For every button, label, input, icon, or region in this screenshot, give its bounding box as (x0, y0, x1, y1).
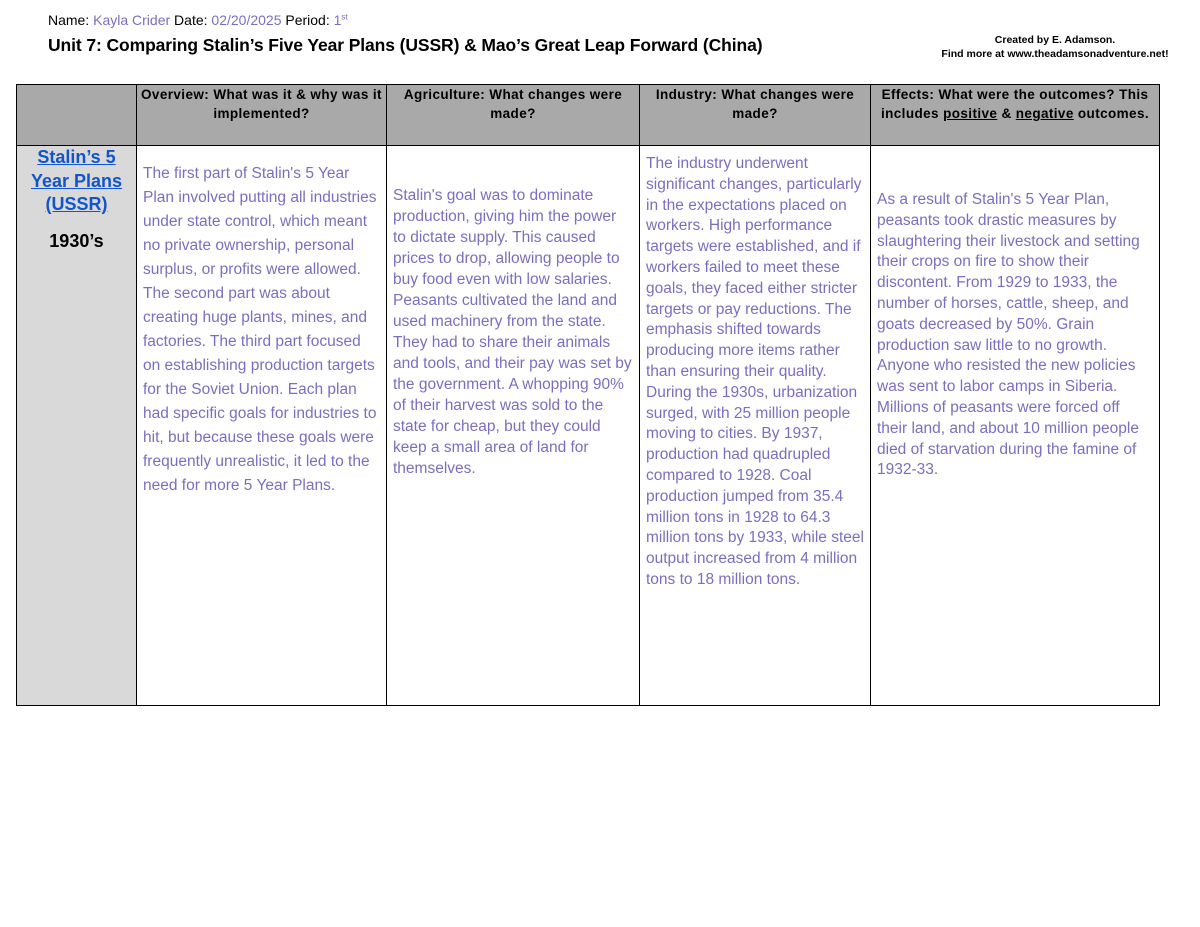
name-label: Name: (48, 12, 90, 28)
student-info-line (48, 11, 348, 29)
overview-column-header: Overview: What was it & why was it implemented? (137, 85, 387, 146)
comparison-table (16, 84, 1160, 706)
effects-cell[interactable] (871, 146, 1160, 706)
date-value[interactable]: 02/20/2025 (211, 12, 282, 28)
credit-website: Find more at www.theadamsonadventure.net! (941, 48, 1169, 60)
effects-amp: & (997, 106, 1016, 121)
date-label: Date: (174, 12, 208, 28)
agriculture-cell[interactable] (387, 146, 640, 706)
corner-header-cell (17, 85, 137, 146)
effects-header-end: outcomes. (1073, 106, 1150, 121)
effects-text: As a result of Stalin's 5 Year Plan, peasants took drastic measures by slaughtering their livestock and setting their crops on fire to show their discontent. From 1929 to 1933, the number of horses, cattle, sheep, and goats decreased by 50%. Grain production saw little to no growth. Anyone who resisted the new policies was sent to labor camps in Siberia. Millions of peasants were forced off their land, and about 10 million people died of starvation during the famine of 1932-33. (877, 191, 1140, 479)
overview-text: The first part of Stalin's 5 Year Plan involved putting all industries under state control, which meant no private ownership, personal surplus, or profits were allowed. The second part was about creating huge plants, mines, and factories. The third part focused on establishing production targets for the Soviet Union. Each plan had specific goals for industries to hit, but because these goals were frequently unrealistic, it led to the need for more 5 Year Plans. (143, 165, 377, 494)
effects-negative-word: negative (1015, 106, 1074, 121)
effects-header-text: Effects: What were the outcomes? This includes (880, 87, 1149, 121)
era-label: 1930’s (49, 230, 104, 251)
plan-title-link[interactable]: Stalin’s 5 Year Plans (USSR) (30, 147, 123, 214)
effects-column-header (871, 85, 1160, 146)
table-header-row (17, 85, 1160, 146)
effects-positive-word: positive (943, 106, 998, 121)
page-title: Unit 7: Comparing Stalin’s Five Year Plans (USSR) & Mao’s Great Leap Forward (China) (48, 35, 763, 55)
table-row (17, 146, 1160, 706)
industry-cell[interactable] (640, 146, 871, 706)
period-label: Period: (285, 12, 330, 28)
overview-cell[interactable] (137, 146, 387, 706)
period-number: 1 (333, 12, 342, 28)
name-value[interactable]: Kayla Crider (93, 12, 171, 28)
agriculture-text: Stalin's goal was to dominate production, giving him the power to dictate supply. This caused prices to drop, allowing people to buy food even with low salaries. Peasants cultivated the land and used machinery from the state. They had to share their animals and tools, and their pay was set by the government. A whopping 90% of their harvest was sold to the state for cheap, but they could keep a small area of land for themselves. (393, 187, 632, 477)
credit-block (920, 33, 1190, 61)
credit-author: Created by E. Adamson. (994, 34, 1116, 46)
agriculture-column-header: Agriculture: What changes were made? (387, 85, 640, 146)
industry-column-header: Industry: What changes were made? (640, 85, 871, 146)
period-suffix: st (341, 12, 348, 22)
industry-text: The industry underwent significant changes, particularly in the expectations placed on workers. High performance targets were established, and if workers failed to meet these goals, they faced either stricter targets or pay reductions. The emphasis shifted towards producing more items rather than ensuring their quality. During the 1930s, urbanization surged, with 25 million people moving to cities. By 1937, production had quadrupled compared to 1928. Coal production jumped from 35.4 million tons in 1928 to 64.3 million tons by 1933, while steel output increased from 4 million tons to 18 million tons. (646, 155, 864, 588)
row-header-cell (17, 146, 137, 706)
period-value[interactable] (334, 12, 348, 28)
